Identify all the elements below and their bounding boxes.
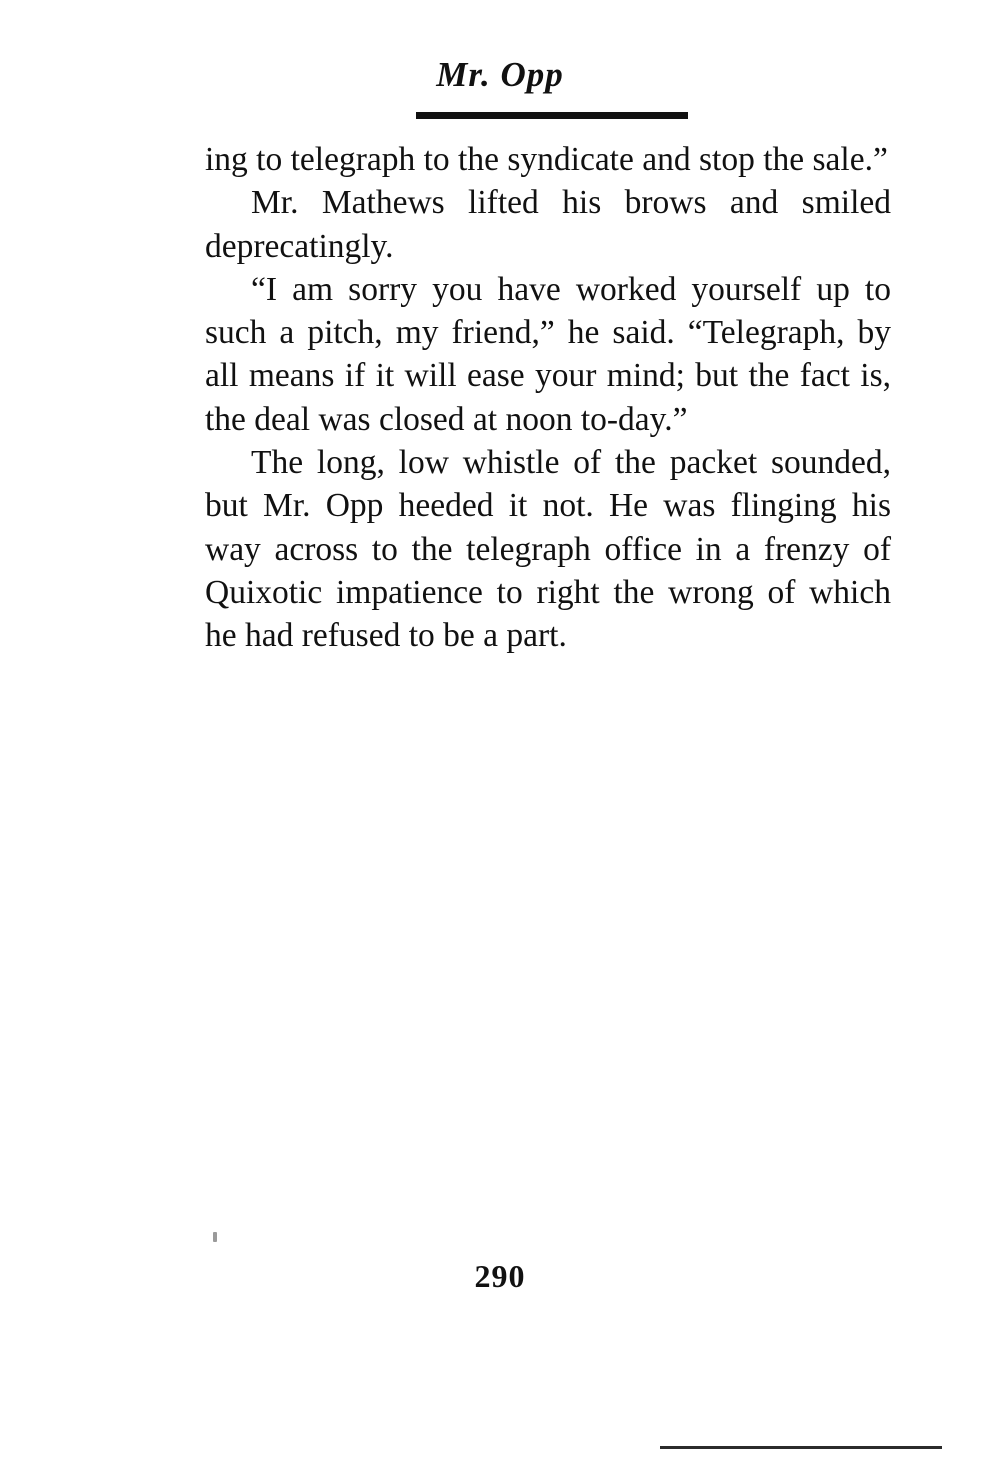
page-number: 290	[474, 1258, 526, 1294]
body-text	[205, 138, 891, 658]
running-head: Mr. Opp	[436, 55, 564, 94]
header-rule	[416, 112, 688, 119]
paragraph: “I am sorry you have worked yourself up to such a pitch, my friend,” he said. “Telegraph, by all means if it will ease your mind; but the fact is, the deal was closed at noon to-day.”	[205, 270, 891, 438]
page-speck	[213, 1232, 217, 1242]
paragraph: Mr. Mathews lifted his brows and smiled deprecatingly.	[205, 184, 891, 265]
paragraph: The long, low whistle of the packet sounded, but Mr. Opp heeded it not. He was flinging his way across to the telegraph office in a frenzy of Quixotic impatience to right the wrong of which he had refused to be a part.	[205, 444, 891, 655]
paragraph: ing to telegraph to the syndicate and stop the sale.”	[205, 141, 888, 178]
bottom-edge-mark	[660, 1446, 942, 1449]
